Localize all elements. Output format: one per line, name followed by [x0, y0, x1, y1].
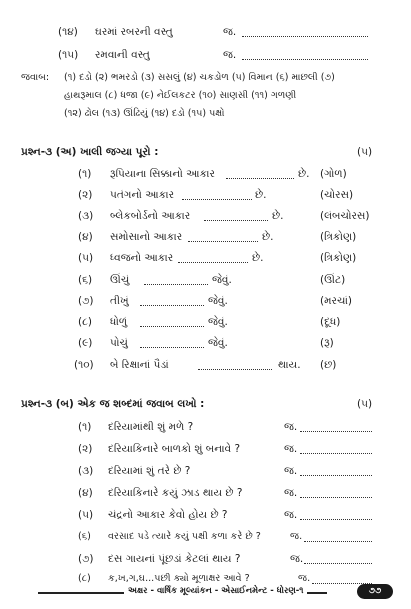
answer-prefix: જ. — [284, 465, 298, 477]
answer-blank[interactable] — [304, 533, 372, 542]
item-text: દરિયામાં શું તરે છે ? — [108, 465, 191, 477]
item-text: રૂપિયાના સિક્કાનો આકાર — [110, 168, 215, 180]
item-text: ચંદ્રનો આકાર કેવો હોય છે ? — [108, 509, 228, 521]
item-text: ધ્વજનો આકાર — [110, 252, 174, 264]
answer-key-line: (૧) દડો (૨) ભમરડો (૩) સસલું (૪) ચકડોળ (૫) વિમાન (૬) માછલી (૭) — [64, 72, 335, 83]
item-hint: (ગોળ) — [320, 168, 347, 180]
item-after: છે. — [252, 252, 264, 264]
section-b-title: પ્રશ્ન-૩ (બ) એક જ શબ્દમાં જવાબ લખો : — [21, 398, 205, 410]
answer-blank[interactable] — [304, 555, 372, 564]
item-after: જેવું. — [208, 337, 228, 349]
item-text: ધોળું — [110, 316, 128, 328]
answer-blank[interactable] — [300, 423, 372, 432]
item-number: (૮) — [78, 573, 91, 584]
item-number: (૪) — [78, 487, 93, 499]
item-number: (૧૪) — [58, 26, 78, 38]
item-number: (૬) — [78, 531, 91, 542]
item-hint: (દૂધ) — [320, 316, 341, 328]
item-number: (૩) — [78, 465, 94, 477]
item-after: થાય. — [278, 359, 301, 371]
item-hint: (ચોરસ) — [320, 189, 354, 201]
answer-blank[interactable] — [300, 489, 372, 498]
answer-key-line: (૧૨) ઢોલ (૧૩) ઊંઢિયું (૧૪) દડો (૧૫) પક્ષો — [64, 108, 225, 119]
section-b-marks: (૫) — [357, 398, 373, 410]
answer-prefix: જ. — [223, 49, 237, 61]
item-text: ક,ખ,ગ,ઘ...પછી ક્યો મૂળાક્ષર આવે ? — [108, 573, 250, 584]
answer-prefix: જ. — [223, 26, 237, 38]
fill-blank[interactable] — [140, 339, 204, 348]
answer-blank[interactable] — [242, 51, 368, 60]
item-text: પતંગનો આકાર — [110, 189, 174, 201]
fill-blank[interactable] — [178, 254, 248, 263]
item-text: ઊંચું — [110, 274, 130, 286]
item-hint: (ઊંટ) — [320, 274, 346, 286]
fill-blank[interactable] — [226, 170, 294, 179]
item-number: (૯) — [78, 337, 93, 349]
answer-prefix: જ. — [284, 421, 298, 433]
answer-blank[interactable] — [300, 467, 372, 476]
answer-blank[interactable] — [300, 511, 372, 520]
answer-prefix: જ. — [284, 487, 298, 499]
section-a-marks: (૫) — [357, 146, 373, 158]
item-hint: (છ) — [320, 359, 337, 371]
item-text: વરસાદ પડે ત્યારે કયું પક્ષી કળા કરે છે ? — [108, 531, 261, 542]
item-number: (૫) — [78, 509, 94, 521]
fill-blank[interactable] — [188, 233, 258, 242]
item-text: દરિયાકિનારે બાળકો શું બનાવે ? — [108, 443, 241, 455]
answer-key-label: જવાબ: — [21, 72, 50, 83]
item-after: છે. — [255, 189, 267, 201]
answer-prefix: જ. — [290, 553, 304, 565]
fill-blank[interactable] — [144, 276, 208, 285]
item-after: છે. — [298, 168, 310, 180]
item-after: જેવું. — [208, 295, 228, 307]
answer-blank[interactable] — [242, 28, 368, 37]
item-text: સમોસાનો આકાર — [110, 231, 183, 243]
item-number: (૪) — [78, 231, 93, 243]
item-number: (૨) — [78, 443, 93, 455]
fill-blank[interactable] — [182, 191, 252, 200]
fill-blank[interactable] — [204, 212, 268, 221]
answer-key-line: હાથરૂમાલ (૮) ધજા (૯) નેઈલકટર (૧૦) સાણસી (૧૧) ગળણી — [64, 90, 297, 101]
item-hint: (ત્રિકોણ) — [320, 231, 357, 243]
item-number: (૧૦) — [74, 359, 94, 371]
section-a-title: પ્રશ્ન-૩ (અ) ખાલી જગ્યા પૂરો : — [21, 146, 159, 158]
answer-prefix: જ. — [298, 573, 311, 584]
item-text: બે રિક્ષાનાં પૈડાં — [110, 359, 169, 371]
item-number: (૧૫) — [58, 49, 79, 61]
item-text: તીખું — [110, 295, 129, 307]
answer-prefix: જ. — [290, 531, 303, 542]
item-text: દરિયામાંથી શું મળે ? — [108, 421, 194, 433]
item-after: જેવું. — [208, 316, 228, 328]
item-after: છે. — [262, 231, 274, 243]
item-text: દસ ગાયનાં પૂંછડાં કેટલાં થાય ? — [108, 553, 241, 565]
fill-blank[interactable] — [198, 361, 272, 370]
item-number: (૬) — [78, 274, 93, 286]
answer-blank[interactable] — [300, 445, 372, 454]
item-number: (૧) — [78, 421, 92, 433]
item-number: (૨) — [78, 189, 93, 201]
item-number: (૭) — [78, 295, 94, 307]
answer-blank[interactable] — [312, 575, 372, 584]
item-hint: (રૂ) — [320, 337, 334, 349]
page-footer — [38, 586, 393, 600]
item-text: બ્લેકબોર્ડનો આકાર — [110, 210, 191, 222]
item-text: રમવાની વસ્તુ — [95, 49, 150, 61]
item-text: ઘરમાં રબરની વસ્તુ — [95, 26, 173, 38]
answer-prefix: જ. — [284, 509, 298, 521]
item-number: (૫) — [78, 252, 94, 264]
item-number: (૩) — [78, 210, 94, 222]
item-hint: (ત્રિકોણ) — [320, 252, 357, 264]
item-number: (૭) — [78, 553, 94, 565]
item-text: પોચું — [110, 337, 128, 349]
item-number: (૧) — [78, 168, 92, 180]
item-hint: (મરચાં) — [320, 295, 353, 307]
answer-prefix: જ. — [284, 443, 298, 455]
fill-blank[interactable] — [140, 297, 204, 306]
item-after: જેવું. — [212, 274, 232, 286]
fill-blank[interactable] — [140, 318, 204, 327]
footer-text: અક્ષર - વાર્ષિક મૂલ્યાંકન - એસાઈનમેન્ટ - ધોરણ-૧ — [124, 586, 307, 596]
item-number: (૮) — [78, 316, 92, 328]
item-hint: (લંબચોરસ) — [320, 210, 370, 222]
item-text: દરિયાકિનારે કયું ઝાડ થાય છે ? — [108, 487, 243, 499]
page-number-badge: ૭૭ — [357, 584, 393, 599]
item-after: છે. — [272, 210, 284, 222]
